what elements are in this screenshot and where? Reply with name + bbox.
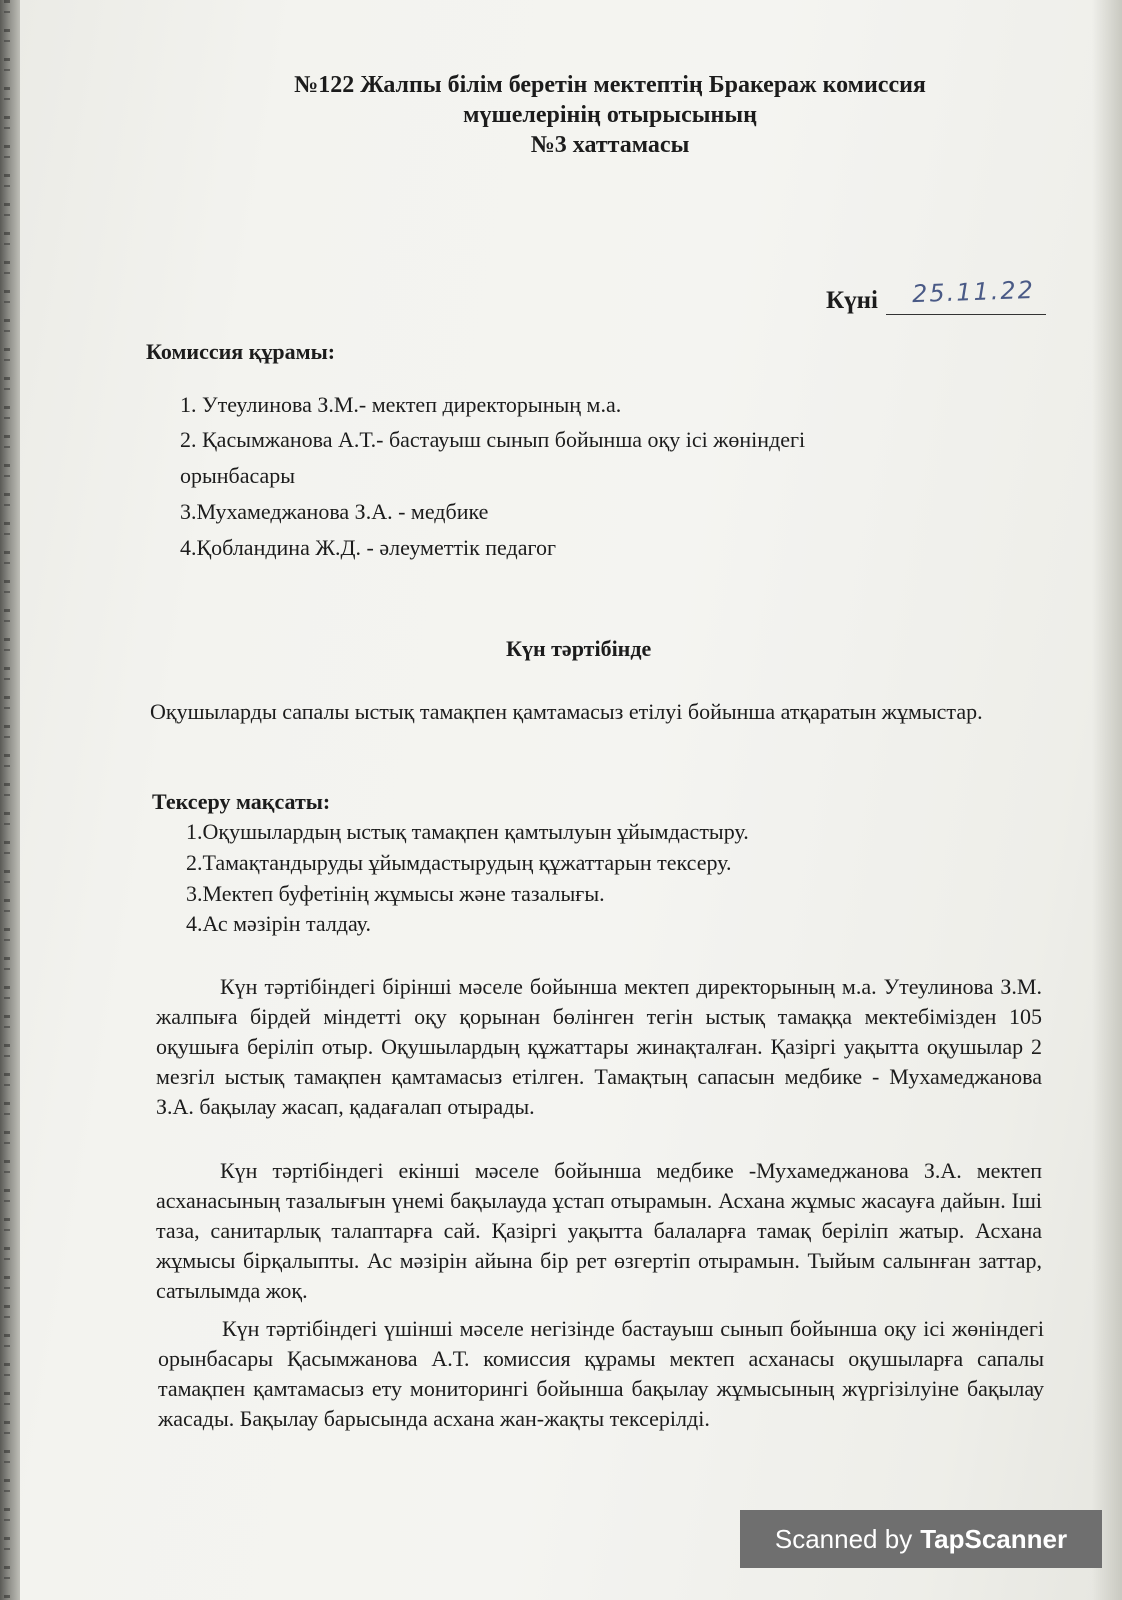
- body-paragraph-2: Күн тәртібіндегі екінші мәселе бойынша медбике -Мухамеджанова З.А. мектеп асханасының тазалығын үнемі бақылауда ұстап отырамын. Асхана жұмыс жасауға дайын. Іші таза, санитарлық талаптарға сай. Қазіргі уақытта балаларға тамақ беріліп жатыр. Асхана жұмысы бірқалыпты. Ас мәзірін айына бір рет өзгертіп отырамын. Тыйым салынған заттар, сатылымда жоқ.: [156, 1158, 1042, 1303]
- title-line-2: мүшелерінің отырысының: [463, 102, 757, 128]
- date-field: [886, 275, 1046, 315]
- commission-member-3: 3.Мухамеджанова З.А. - медбике: [180, 499, 489, 524]
- goal-item-2: 2.Тамақтандыруды ұйымдастырудың құжаттарын тексеру.: [186, 850, 732, 875]
- commission-member-2: 2. Қасымжанова А.Т.- бастауыш сынып бойынша оқу ісі жөніндегі: [180, 427, 806, 452]
- body-paragraph-1: Күн тәртібіндегі бірінші мәселе бойынша мектеп директорының м.а. Утеулинова З.М. жалпыға бірдей міндетті оқу қорынан бөлінген тегін ыстық тамаққа мектебімізден 105 оқушыға беріліп отыр. Оқушылардың құжаттары жинақталған. Қазіргі уақытта оқушылар 2 мезгіл ыстық тамақпен қамтамасыз етілген. Тамақтың сапасын медбике - Мухамеджанова З.А. бақылау жасап, қадағалап отырады.: [156, 974, 1042, 1119]
- date-block: [826, 275, 1046, 315]
- date-label: Күні: [826, 287, 878, 314]
- commission-member-1: 1. Утеулинова З.М.- мектеп директорының м.а.: [180, 392, 622, 417]
- agenda-text: Оқушыларды сапалы ыстық тамақпен қамтамасыз етілуі бойынша атқаратын жұмыстар.: [150, 699, 983, 724]
- goal-item-1: 1.Оқушылардың ыстық тамақпен қамтылуын ұйымдастыру.: [186, 819, 749, 844]
- scanner-watermark: [740, 1510, 1102, 1568]
- agenda-heading: Күн тәртібінде: [506, 636, 652, 661]
- commission-member-2-cont: орынбасары: [180, 463, 296, 488]
- scan-right-edge: [1092, 0, 1122, 1600]
- commission-heading: Комиссия құрамы:: [146, 339, 336, 364]
- document-title: [230, 70, 990, 160]
- body-paragraph-3: Күн тәртібіндегі үшінші мәселе негізінде бастауыш сынып бойынша оқу ісі жөніндегі орынбасары Қасымжанова А.Т. комиссия құрамы мектеп асханасы оқушыларға сапалы тамақпен қамтамасыз ету мониторингі бойынша бақылау жұмысының жүргізілуіне бақылау жасады. Бақылау барысында асхана жан-жақты тексерілді.: [158, 1316, 1044, 1431]
- commission-member-4: 4.Қобландина Ж.Д. - әлеуметтік педагог: [180, 535, 556, 560]
- goals-heading: Тексеру мақсаты:: [152, 789, 331, 814]
- scan-left-edge: [0, 0, 22, 1600]
- watermark-prefix: Scanned by: [774, 1523, 913, 1554]
- goal-item-3: 3.Мектеп буфетінің жұмысы және тазалығы.: [186, 881, 605, 906]
- title-line-1: №122 Жалпы білім беретін мектептің Бракераж комиссия: [294, 72, 926, 98]
- goal-item-4: 4.Ас мәзірін талдау.: [186, 911, 371, 936]
- title-line-3: №3 хаттамасы: [530, 132, 690, 158]
- handwritten-date: 25.11.22: [911, 275, 1036, 309]
- watermark-brand: TapScanner: [920, 1523, 1068, 1554]
